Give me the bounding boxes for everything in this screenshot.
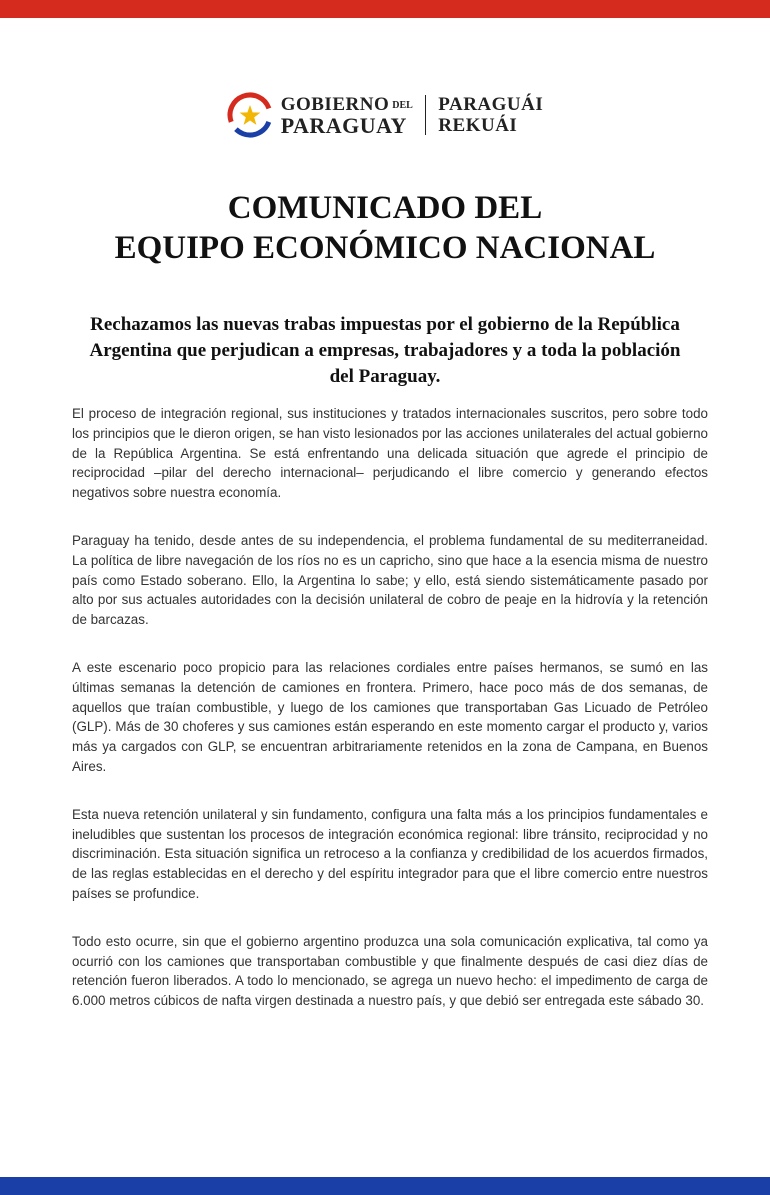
paragraph-2: Paraguay ha tenido, desde antes de su independencia, el problema fundamental de su mediterraneidad. La política de libre navegación de los ríos no es un capricho, sino que hace a la esencia misma de nuestro país como Estado soberano. Ello, la Argentina lo sabe; y ello, está siendo sistemáticamente pasado por alto por sus actuales autoridades con la decisión unilateral de cobro de peaje en la hidrovía y la retención de barcazas. [72,532,708,628]
document-body [72,404,708,1039]
logo-del: DEL [392,99,413,111]
logo-rekuai: REKUÁI [438,115,518,136]
logo-gobierno: GOBIERNO [280,93,390,115]
paragraph-1: El proceso de integración regional, sus instituciones y tratados internacionales suscritos, pero sobre todo los principios que le dieron origen, se han visto lesionados por las acciones unilaterales del actual gobierno de la República Argentina. Se está enfrentando una delicada situación que agrede el principio de reciprocidad –pilar del derecho internacional– perjudicando el libre comercio y generando efectos negativos sobre nuestra economía. [72,406,708,501]
title-line-2: EQUIPO ECONÓMICO NACIONAL [114,230,656,266]
title-line-1: COMUNICADO DEL [227,190,543,226]
paragraph-4: Esta nueva retención unilateral y sin fundamento, configura una falta más a los principios fundamentales e ineludibles que sustentan los procesos de integración económica regional: libre tránsito, reciprocidad y no discriminación. Esta situación significa un retroceso a la confianza y credibilidad de los acuerdos firmados, de las reglas establecidas en el derecho y del espíritu integrador para que el libre comercio entre nuestros países se profundice. [72,806,708,901]
paraguay-seal-icon [227,92,273,138]
page-title [0,188,770,268]
logo-text-guarani [438,94,543,136]
logo-paraguay: PARAGUAY [280,112,407,138]
document-subtitle: Rechazamos las nuevas trabas impuestas por el gobierno de la República Argentina que perjudican a empresas, trabajadores y a toda la población del Paraguay. [89,314,681,387]
logo-text-spanish [281,95,413,136]
bottom-blue-band [0,1177,770,1195]
logo-divider [425,95,427,135]
logo-paraguai: PARAGUÁI [438,94,544,115]
government-logo [0,92,770,138]
paragraph-5: Todo esto ocurre, sin que el gobierno argentino produzca una sola comunicación explicativa, tal como ya ocurrió con los camiones que transportaban combustible y que finalmente después de casi diez días de retención fueron liberados. A todo lo mencionado, se agrega un nuevo hecho: el impedimento de carga de 6.000 metros cúbicos de nafta virgen destinada a nuestro país, y que debió ser entregada este sábado 30. [72,933,708,1009]
top-red-band [0,0,770,18]
paragraph-3: A este escenario poco propicio para las relaciones cordiales entre países hermanos, se sumó en las últimas semanas la detención de camiones en frontera. Primero, hace poco más de dos semanas, de aquellos que traían combustible, y luego de los camiones que transportaban Gas Licuado de Petróleo (GLP). Más de 30 choferes y sus camiones están esperando en este momento cargar el producto y, varios más ya cargados con GLP, se encuentran arbitrariamente retenidos en la zona de Campana, en Buenos Aires. [72,659,708,774]
